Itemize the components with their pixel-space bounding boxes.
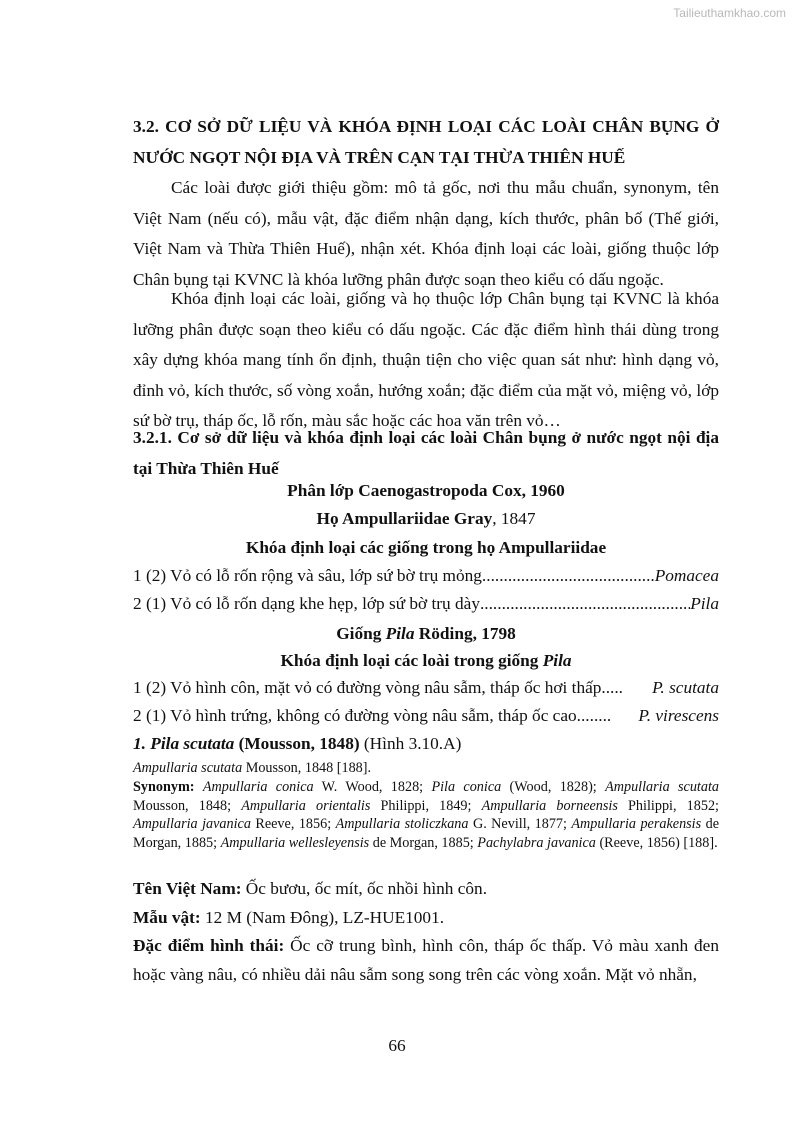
- synonym-taxon: Ampullaria scutata: [605, 779, 720, 795]
- value: Ốc cỡ trung bình, hình côn, tháp ốc thấp. Vỏ màu xanh đen hoặc vàng nâu, có nhiều dải nâu sẫm song song trên các vòng xoắn. Mặt vỏ nhẵn,: [133, 936, 719, 984]
- key-text: 2 (1) Vỏ hình trứng, không có đường vòng nâu sẫm, tháp ốc cao........: [133, 706, 612, 725]
- synonym-author: Reeve, 1856;: [250, 816, 336, 833]
- synonym-label: Synonym:: [133, 779, 195, 795]
- synonym-taxon: Ampullaria borneensis: [481, 797, 618, 814]
- morphology: [133, 931, 719, 989]
- value: Ốc bươu, ốc mít, ốc nhồi hình côn.: [241, 879, 488, 898]
- paragraph: Các loài được giới thiệu gồm: mô tả gốc, nơi thu mẫu chuẩn, synonym, tên Việt Nam (nếu có), mẫu vật, đặc điểm nhận dạng, kích thước, phân bố (Thế giới, Việt Nam và Thừa Thiên Huế), nhận xét. Khóa định loại các loài, giống thuộc lớp Chân bụng tại KVNC là khóa lưỡng phân được soạn theo kiểu có dấu ngoặc.: [133, 178, 719, 289]
- key-text: 1 (2) Vỏ có lỗ rốn rộng và sâu, lớp sứ bờ trụ mỏng: [133, 566, 482, 585]
- watermark: Tailieuthamkhao.com: [673, 6, 786, 20]
- synonym-author: de Morgan, 1885;: [133, 816, 719, 851]
- subclass-heading: Phân lớp Caenogastropoda Cox, 1960: [287, 481, 565, 500]
- species-heading: [133, 729, 719, 760]
- label: Đặc điểm hình thái:: [133, 936, 285, 955]
- key-row: [133, 674, 719, 702]
- key-text: 1 (2) Vỏ hình côn, mặt vỏ có đường vòng nâu sẫm, tháp ốc hơi thấp.....: [133, 678, 624, 697]
- synonym-author: (Wood, 1828);: [501, 779, 606, 795]
- family-heading: [133, 504, 719, 535]
- synonym-taxon: Ampullaria wellesleyensis: [220, 834, 370, 851]
- genus-pre: Giống: [336, 624, 386, 643]
- subsection-title: 3.2.1. Cơ sở dữ liệu và khóa định loại các loài Chân bụng ở nước ngọt nội địa tại Thừa Thiên Huế: [133, 428, 719, 478]
- synonym-taxon: Ampullaria orientalis: [241, 797, 371, 814]
- synonym-list: [133, 778, 719, 852]
- value: 12 M (Nam Đông), LZ-HUE1001.: [200, 908, 445, 927]
- synonym-author: (Reeve, 1856) [188].: [595, 834, 718, 851]
- key-taxon: Pomacea: [654, 566, 719, 585]
- label: Mẫu vật:: [133, 908, 201, 927]
- genus-heading: [133, 619, 719, 650]
- figure-ref: (Hình 3.10.A): [359, 734, 462, 753]
- synonym-author: Mousson, 1848;: [133, 797, 242, 814]
- key-heading: Khóa định loại các giống trong họ Ampullariidae: [245, 538, 607, 557]
- synonym-taxon: Ampullaria javanica: [133, 816, 251, 833]
- key-heading-text: Khóa định loại các loài trong giống: [280, 651, 543, 670]
- key-row: [133, 590, 719, 618]
- species-author: (Mousson, 1848): [234, 734, 360, 753]
- synonym-taxon: Ampullaria perakensis: [571, 816, 702, 833]
- synonym-author: de Morgan, 1885;: [369, 834, 478, 851]
- synonym-author: Philippi, 1852;: [617, 797, 719, 814]
- vietnamese-name: [133, 874, 719, 905]
- key-heading-genus: Pila: [542, 651, 572, 670]
- leader-dots: [480, 590, 690, 618]
- key-taxon: P. scutata: [652, 678, 719, 697]
- genus-author: Röding, 1798: [414, 624, 516, 643]
- synonym-author: Philippi, 1849;: [370, 797, 482, 814]
- synonym-author: W. Wood, 1828;: [313, 779, 432, 795]
- synonym-author: G. Nevill, 1877;: [468, 816, 572, 833]
- synonym-taxon: Ampullaria conica: [202, 779, 314, 795]
- synonym-taxon: Pila conica: [431, 779, 502, 795]
- synonym-taxon: Ampullaria stoliczkana: [335, 816, 469, 833]
- family-name: Họ Ampullariidae Gray: [316, 509, 493, 528]
- genus-name: Pila: [385, 624, 415, 643]
- species-key: [133, 674, 719, 730]
- key-heading: [133, 646, 719, 677]
- key-taxon: Pila: [690, 594, 719, 613]
- key-row: [133, 562, 719, 590]
- synonym-taxon: Pachylabra javanica: [477, 834, 596, 851]
- paragraph: Khóa định loại các loài, giống và họ thuộc lớp Chân bụng tại KVNC là khóa lưỡng phân được soạn theo kiểu có dấu ngoặc. Các đặc điểm hình thái dùng trong xây dựng khóa mang tính ổn định, thuận tiện cho việc quan sát như: hình dạng vỏ, đỉnh vỏ, kích thước, số vòng xoắn, hướng xoắn; đặc điểm của mặt vỏ, miệng vỏ, lớp sứ bờ trụ, tháp ốc, lỗ rốn, màu sắc hoặc các hoa văn trên vỏ…: [133, 289, 719, 430]
- orig-name: Ampullaria scutata: [133, 760, 243, 776]
- family-year: , 1847: [492, 509, 536, 528]
- orig-ref: Mousson, 1848 [188].: [242, 760, 372, 776]
- key-row: [133, 702, 719, 730]
- key-taxon: P. virescens: [638, 706, 719, 725]
- label: Tên Việt Nam:: [133, 879, 242, 898]
- section-title: 3.2. CƠ SỞ DỮ LIỆU VÀ KHÓA ĐỊNH LOẠI CÁC LOÀI CHÂN BỤNG Ở NƯỚC NGỌT NỘI ĐỊA VÀ TRÊN CẠN TẠI THỪA THIÊN HUẾ: [133, 117, 719, 167]
- genus-key: [133, 562, 719, 618]
- page-number: 66: [388, 1036, 406, 1055]
- leader-dots: [482, 562, 655, 590]
- specimen: [133, 903, 719, 934]
- key-text: 2 (1) Vỏ có lỗ rốn dạng khe hẹp, lớp sứ bờ trụ dày: [133, 594, 480, 613]
- species-name: 1. Pila scutata: [133, 734, 235, 753]
- original-description: [133, 759, 719, 778]
